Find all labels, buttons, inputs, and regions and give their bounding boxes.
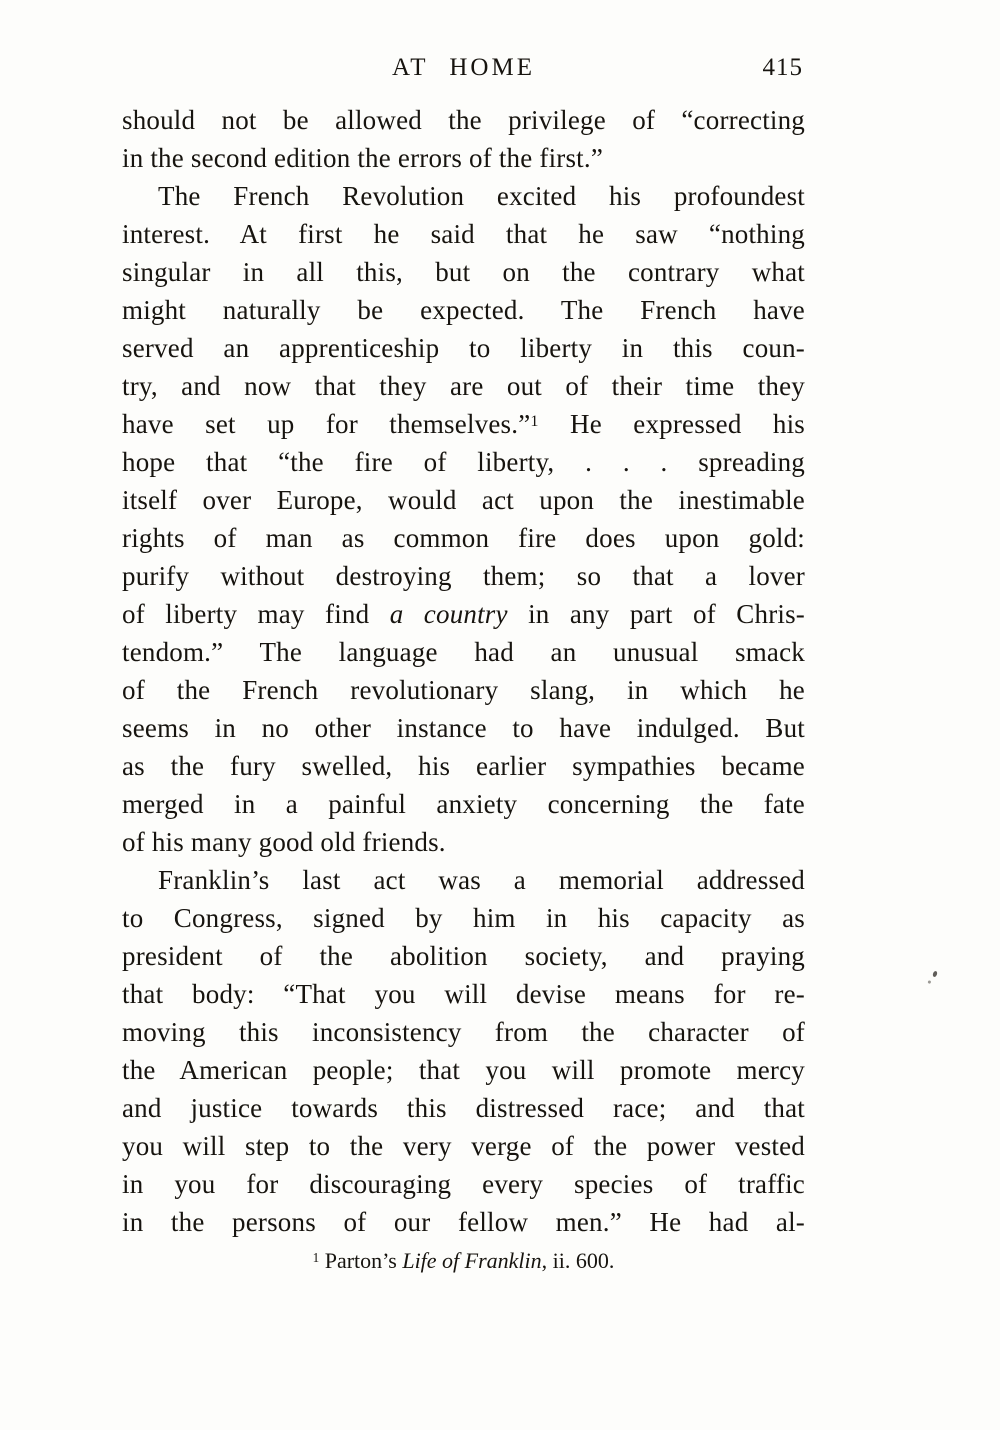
text-run: moving this inconsistency from the character of: [122, 1017, 805, 1047]
text-run: , ii. 600.: [541, 1248, 615, 1273]
text-run: hope that “the fire of liberty, . . . spreading: [122, 447, 805, 477]
text-line: [122, 709, 805, 747]
text-run: you will step to the very verge of the power vested: [122, 1131, 805, 1161]
text-line: [122, 937, 805, 975]
text-line: [122, 747, 805, 785]
text-run: to Congress, signed by him in his capacity as: [122, 903, 805, 933]
text-line: [122, 899, 805, 937]
text-line: [122, 1051, 805, 1089]
text-line: [122, 329, 805, 367]
text-run: served an apprenticeship to liberty in this coun-: [122, 333, 805, 363]
text-run: merged in a painful anxiety concerning the fate: [122, 789, 805, 819]
text-line: [122, 595, 805, 633]
text-line: [122, 785, 805, 823]
text-run: He expressed his: [538, 409, 805, 439]
text-line: [122, 1013, 805, 1051]
text-run: as the fury swelled, his earlier sympathies became: [122, 751, 805, 781]
text-run: tendom.” The language had an unusual smack: [122, 637, 805, 667]
text-run: in the second edition the errors of the first.”: [122, 143, 604, 173]
page-number: 415: [762, 54, 803, 81]
text-run: Franklin’s last act was a memorial addressed: [158, 865, 805, 895]
text-run: itself over Europe, would act upon the inestimable: [122, 485, 805, 515]
footnote-marker: 1: [312, 1250, 320, 1266]
page-header: [122, 54, 805, 88]
text-block: [122, 101, 805, 1241]
text-run: singular in all this, but on the contrary what: [122, 257, 805, 287]
text-line: [122, 443, 805, 481]
text-line: [122, 481, 805, 519]
scan-speckle: [932, 970, 938, 977]
text-run: of his many good old friends.: [122, 827, 446, 857]
text-line: [122, 519, 805, 557]
text-run: that body: “That you will devise means for re-: [122, 979, 805, 1009]
text-line: [122, 101, 805, 139]
text-line: [122, 253, 805, 291]
text-line: [122, 823, 805, 861]
text-run: the American people; that you will promote mercy: [122, 1055, 805, 1085]
paragraph: [122, 177, 805, 861]
text-run: seems in no other instance to have indulged. But: [122, 713, 805, 743]
text-run: have set up for themselves.”: [122, 409, 531, 439]
text-run: interest. At first he said that he saw “nothing: [122, 219, 805, 249]
text-line: [122, 633, 805, 671]
text-line: [122, 215, 805, 253]
paragraph: [122, 861, 805, 1241]
text-run: try, and now that they are out of their time they: [122, 371, 805, 401]
running-head: AT HOME: [392, 54, 535, 81]
text-line: [122, 1165, 805, 1203]
text-run: Parton’s: [319, 1248, 403, 1273]
text-run: in the persons of our fellow men.” He had al-: [122, 1207, 805, 1237]
text-run: and justice towards this distressed race; and that: [122, 1093, 805, 1123]
paragraph: [122, 101, 805, 177]
text-run: in any part of Chris-: [507, 599, 805, 629]
text-line: [122, 139, 805, 177]
text-line: [122, 405, 805, 443]
text-line: [122, 291, 805, 329]
text-line: [122, 1127, 805, 1165]
text-line: [122, 557, 805, 595]
text-line: [122, 1203, 805, 1241]
text-line: [122, 1089, 805, 1127]
text-run: rights of man as common fire does upon gold:: [122, 523, 805, 553]
text-run: in you for discouraging every species of traffic: [122, 1169, 805, 1199]
text-line: [122, 975, 805, 1013]
text-line: [122, 177, 805, 215]
text-line: [122, 367, 805, 405]
italic-text: Life of Franklin: [402, 1248, 542, 1273]
text-run: The French Revolution excited his profoundest: [158, 181, 805, 211]
footnote: [122, 1246, 805, 1276]
text-run: should not be allowed the privilege of “correcting: [122, 105, 805, 135]
text-run: of the French revolutionary slang, in which he: [122, 675, 805, 705]
text-run: president of the abolition society, and praying: [122, 941, 805, 971]
italic-text: a country: [389, 599, 508, 629]
text-line: [122, 861, 805, 899]
text-run: might naturally be expected. The French have: [122, 295, 805, 325]
text-run: purify without destroying them; so that a lover: [122, 561, 805, 591]
footnote-marker: 1: [530, 411, 539, 430]
text-run: of liberty may find: [122, 599, 390, 629]
text-line: [122, 671, 805, 709]
